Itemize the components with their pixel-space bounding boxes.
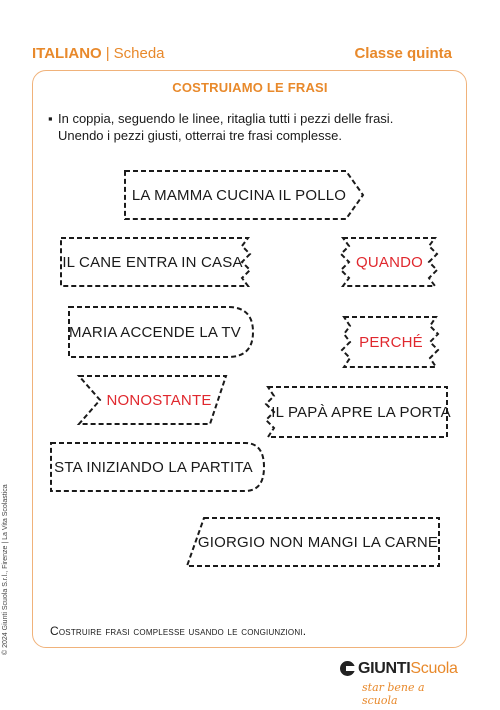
instruction-line-2: Unendo i pezzi giusti, otterrai tre frasi complesse. [58, 128, 342, 143]
worksheet-title: COSTRUIAMO LE FRASI [172, 80, 328, 95]
piece-text: MARIA ACCENDE LA TV [69, 323, 241, 341]
piece-papa-apre[interactable] [262, 386, 451, 438]
piece-maria-accende[interactable] [68, 306, 254, 358]
piece-mamma-cucina[interactable] [124, 170, 364, 220]
piece-text: STA INIZIANDO LA PARTITA [54, 458, 253, 476]
logo-tagline: star bene a scuola [362, 681, 425, 707]
piece-text: IL CANE ENTRA IN CASA [62, 253, 243, 271]
piece-text: QUANDO [355, 253, 424, 271]
piece-perche[interactable] [340, 316, 442, 368]
sheet-kind: Scheda [113, 45, 165, 62]
piece-text: NONOSTANTE [106, 391, 212, 409]
logo-brand-name: GIUNTI [358, 660, 411, 677]
instruction-line-1: In coppia, seguendo le linee, ritaglia tutti i pezzi delle frasi. [58, 111, 394, 126]
class-label: Classe quinta [354, 45, 452, 62]
subject-name: ITALIANO [32, 45, 102, 62]
header-separator: | [105, 45, 110, 62]
piece-nonostante[interactable] [78, 375, 228, 425]
piece-cane-entra[interactable] [60, 237, 255, 287]
piece-giorgio-non-mangi[interactable] [186, 517, 440, 567]
copyright-notice: © 2024 Giunti Scuola S.r.l., Firenze | La Vita Scolastica [2, 484, 9, 655]
piece-text: IL PAPÀ APRE LA PORTA [271, 403, 451, 421]
learning-objective: Costruire frasi complesse usando le congiunzioni. [50, 624, 307, 638]
logo-brand-suffix: Scuola [410, 660, 458, 677]
piece-text: PERCHÉ [359, 333, 423, 351]
piece-quando[interactable] [337, 237, 442, 287]
publisher-logo [340, 660, 460, 707]
piece-text: GIORGIO NON MANGI LA CARNE [197, 533, 439, 551]
piece-sta-iniziando[interactable] [50, 442, 265, 492]
giunti-logo-icon [340, 661, 355, 676]
piece-text: LA MAMMA CUCINA IL POLLO [131, 186, 347, 204]
bullet-icon: ▪ [48, 111, 53, 126]
logo-brand [358, 660, 458, 678]
